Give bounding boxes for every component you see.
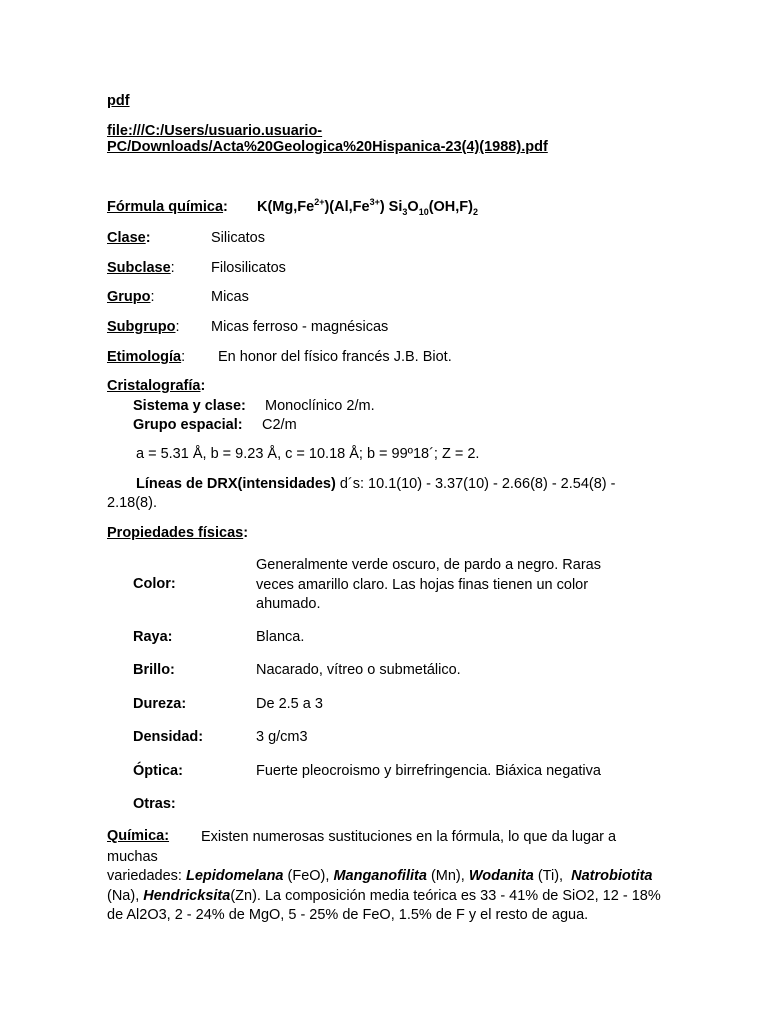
- pdf-label: pdf: [107, 93, 130, 109]
- prop-brillo-label: Brillo:: [133, 662, 175, 678]
- variety-element: (Na): [107, 887, 136, 904]
- etimologia-label: Etimología: [107, 349, 182, 365]
- variety-name: Wodanita: [468, 868, 534, 884]
- variety-name: Natrobiotita: [571, 868, 653, 884]
- propiedades-row: [107, 525, 248, 541]
- etimologia-value: En honor del físico francés J.B. Biot.: [218, 349, 452, 365]
- formula-colon: :: [223, 199, 228, 215]
- quimica-label: Química:: [107, 828, 170, 844]
- clase-row: [107, 230, 151, 246]
- grupo-colon: :: [150, 289, 155, 305]
- quimica-intro: [107, 828, 667, 867]
- prop-color-value: Generalmente verde oscuro, de pardo a negro. Raras veces amarillo claro. Las hojas finas tienen un color ahumado.: [256, 557, 601, 612]
- grupo-row: [107, 289, 155, 305]
- file-link-line1: file:///C:/Users/usuario.usuario-: [107, 123, 323, 139]
- subgrupo-label: Subgrupo: [107, 319, 176, 335]
- prop-optica-value: Fuerte pleocroismo y birrefringencia. Biáxica negativa: [256, 763, 601, 779]
- subgrupo-row: [107, 319, 180, 335]
- file-link[interactable]: [107, 123, 548, 155]
- propiedades-label: Propiedades físicas: [107, 525, 244, 541]
- prop-color-label: Color:: [133, 576, 176, 592]
- subclase-colon: :: [170, 260, 175, 276]
- cristalografia-row: [107, 378, 205, 394]
- prop-optica-label: Óptica:: [133, 763, 183, 779]
- variedades-label: variedades:: [107, 868, 182, 884]
- formula-label: Fórmula química: [107, 199, 224, 215]
- cristalografia-colon: :: [200, 378, 206, 394]
- sistema-value: Monoclínico 2/m.: [265, 398, 375, 414]
- prop-otras-label: Otras:: [133, 796, 176, 812]
- subclase-row: [107, 260, 175, 276]
- clase-label: Clase: [107, 230, 146, 246]
- variety-name: Hendricksita: [143, 887, 231, 904]
- prop-densidad-value: 3 g/cm3: [256, 729, 308, 745]
- etimologia-row: [107, 349, 185, 365]
- propiedades-colon: :: [243, 525, 249, 541]
- file-link-line2: PC/Downloads/Acta%20Geologica%20Hispanica-23(4)(1988).pdf: [107, 139, 548, 155]
- variety-element: (FeO): [287, 868, 326, 884]
- drx-values: d´s: 10.1(10) - 3.37(10) - 2.66(8) - 2.54(8) -: [335, 476, 616, 492]
- cristalografia-label: Cristalografía: [107, 378, 201, 394]
- quimica-intro-text: Existen numerosas sustituciones en la fórmula, lo que da lugar a muchas: [107, 829, 617, 865]
- grupo-value: Micas: [211, 289, 249, 305]
- formula-row: [107, 199, 228, 215]
- clase-value: Silicatos: [211, 230, 265, 246]
- variety-element: (Ti): [537, 868, 560, 884]
- subgrupo-colon: :: [175, 319, 180, 335]
- variety-name: Manganofilita: [333, 868, 427, 884]
- clase-colon: :: [145, 230, 151, 246]
- grupo-espacial-value: C2/m: [262, 417, 297, 433]
- prop-dureza-label: Dureza:: [133, 696, 187, 712]
- subgrupo-value: Micas ferroso - magnésicas: [211, 319, 389, 335]
- prop-dureza-value: De 2.5 a 3: [256, 696, 323, 712]
- drx-label: Líneas de DRX(intensidades): [136, 476, 336, 492]
- subclase-label: Subclase: [107, 260, 171, 276]
- prop-densidad-label: Densidad:: [133, 729, 204, 745]
- composition-text: La composición media teórica es 33 - 41% de SiO2, 12 - 18% de Al2O3, 2 - 24% de MgO, 5 - 25% de FeO, 1.5% de F y el resto de agua.: [107, 887, 661, 923]
- sistema-label: Sistema y clase:: [133, 398, 246, 414]
- prop-brillo-value: Nacarado, vítreo o submetálico.: [256, 662, 461, 678]
- drx-line: [136, 476, 615, 492]
- variety-element: (Zn): [230, 887, 257, 904]
- formula-value: $K(Mg,Fe^{2+})(Al,Fe^{3+})$ $Si_3O_{10}(OH,F)_2$: [257, 197, 479, 217]
- prop-raya-value: Blanca.: [256, 629, 305, 645]
- prop-raya-label: Raya:: [133, 629, 173, 645]
- variety-element: (Mn): [430, 868, 461, 884]
- etimologia-colon: :: [181, 349, 186, 365]
- grupo-espacial-label: Grupo espacial:: [133, 417, 243, 433]
- grupo-label: Grupo: [107, 289, 151, 305]
- variety-name: Lepidomelana: [186, 868, 284, 884]
- subclase-value: Filosilicatos: [211, 260, 286, 276]
- cell-parameters: a = 5.31 Å, b = 9.23 Å, c = 10.18 Å; b = 99º18´; Z = 2.: [136, 446, 480, 462]
- quimica-varieties: variedades: Lepidomelana (FeO), Manganofilita (Mn), Wodanita (Ti), Natrobiotita (Na), Hendricksita(Zn). La composición media teórica es 33 - 41% de SiO2, 12 - 18% de Al2O3, 2 - 24% de MgO, 5 - 25% de FeO, 1.5% de F y el resto de agua.: [107, 868, 661, 923]
- drx-values-continued: 2.18(8).: [107, 495, 157, 511]
